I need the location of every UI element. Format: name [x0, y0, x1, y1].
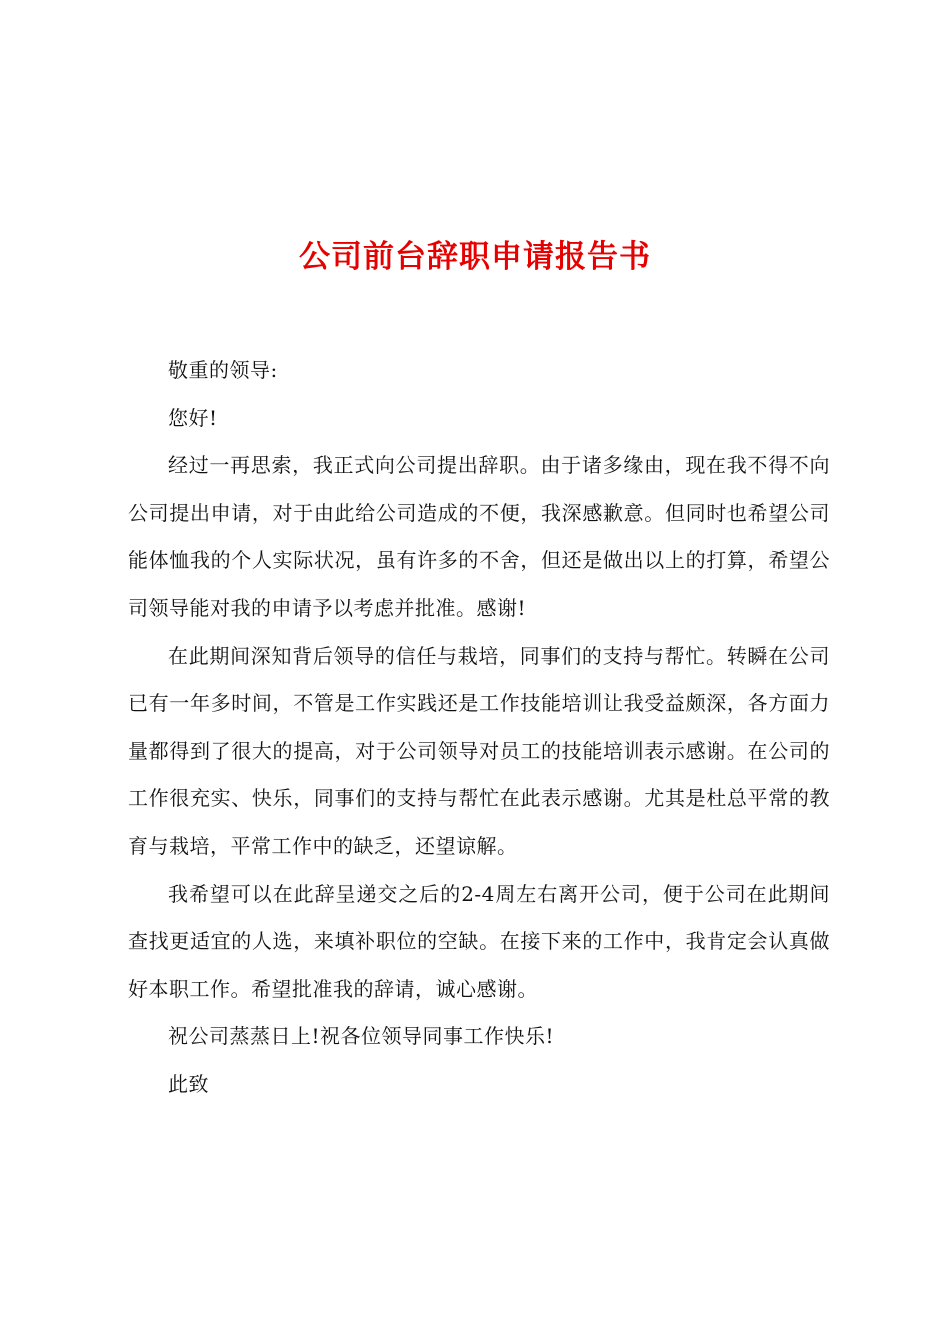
letter-body [128, 347, 830, 1109]
closing: 此致 [168, 1071, 209, 1096]
paragraph-resignation: 经过一再思索，我正式向公司提出辞职。由于诸多缘由，现在我不得不向公司提出申请，对于由此给公司造成的不便，我深感歉意。但同时也希望公司能体恤我的个人实际状况，虽有许多的不舍，但还是做出以上的打算，希望公司领导能对我的申请予以考虑并批准。感谢! [128, 453, 830, 620]
paragraph-wishes: 祝公司蒸蒸日上!祝各位领导同事工作快乐! [168, 1024, 555, 1049]
salutation: 敬重的领导: [168, 358, 278, 382]
paragraph-gratitude: 在此期间深知背后领导的信任与栽培，同事们的支持与帮忙。转瞬在公司已有一年多时间，不管是工作实践还是工作技能培训让我受益颇深，各方面力量都得到了很大的提高，对于公司领导对员工的技能培训表示感谢。在公司的工作很充实、快乐，同事们的支持与帮忙在此表示感谢。尤其是杜总平常的教育与栽培，平常工作中的缺乏，还望谅解。 [128, 643, 830, 858]
document-title: 公司前台辞职申请报告书 [299, 238, 651, 275]
greeting: 您好! [168, 405, 218, 430]
paragraph-transition: 我希望可以在此辞呈递交之后的2-4周左右离开公司，便于公司在此期间查找更适宜的人选，来填补职位的空缺。在接下来的工作中，我肯定会认真做好本职工作。希望批准我的辞请，诚心感谢。 [128, 881, 830, 1001]
